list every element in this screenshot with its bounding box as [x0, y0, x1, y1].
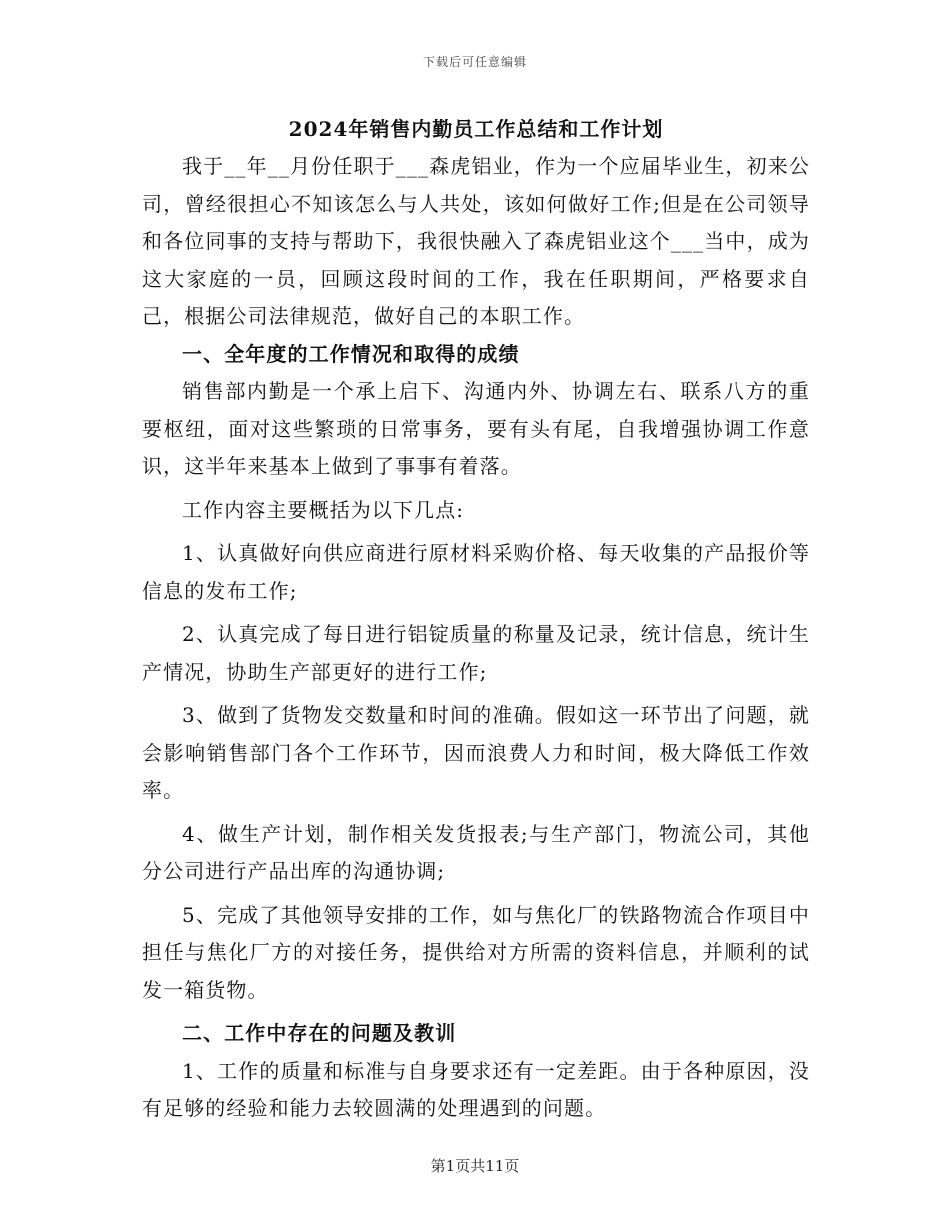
- header-note: 下载后可任意编辑: [422, 55, 527, 69]
- intro-paragraph: 我于__年__月份任职于___森虎铝业，作为一个应届毕业生，初来公司，曾经很担心不知该怎么与人共处，该如何做好工作;但是在公司领导和各位同事的支持与帮助下，我很快融入了森虎铝业这个___当中，成为这大家庭的一员，回顾这段时间的工作，我在任职期间，严格要求自己，根据公司法律规范，做好自己的本职工作。: [142, 154, 810, 328]
- list-item-3: 3、做到了货物发交数量和时间的准确。假如这一环节出了问题，就会影响销售部门各个工作环节，因而浪费人力和时间，极大降低工作效率。: [142, 703, 810, 802]
- section-heading-1: 一、全年度的工作情况和取得的成绩: [182, 341, 520, 366]
- paragraph-1: 销售部内勤是一个承上启下、沟通内外、协调左右、联系八方的重要枢纽，面对这些繁琐的日常事务，要有头有尾，自我增强协调工作意识，这半年来基本上做到了事事有着落。: [142, 379, 810, 478]
- list-item-5: 5、完成了其他领导安排的工作，如与焦化厂的铁路物流合作项目中担任与焦化厂方的对接任务，提供给对方所需的资料信息，并顺利的试发一箱货物。: [142, 902, 810, 1002]
- page-footer: 第1页共11页: [430, 1157, 520, 1175]
- list-item-2: 2、认真完成了每日进行铝锭质量的称量及记录，统计信息，统计生产情况，协助生产部更好的进行工作;: [142, 622, 810, 684]
- section-heading-2: 二、工作中存在的问题及教训: [182, 1021, 457, 1045]
- paragraph-3: 1、工作的质量和标准与自身要求还有一定差距。由于各种原因，没有足够的经验和能力去较圆满的处理遇到的问题。: [142, 1058, 810, 1120]
- paragraph-2: 工作内容主要概括为以下几点:: [182, 497, 465, 522]
- document-body: [142, 112, 810, 1128]
- document-title: 2024年销售内勤员工作总结和工作计划: [288, 117, 664, 141]
- list-item-4: 4、做生产计划，制作相关发货报表;与生产部门，物流公司，其他分公司进行产品出库的沟通协调;: [142, 821, 810, 883]
- list-item-1: 1、认真做好向供应商进行原材料采购价格、每天收集的产品报价等信息的发布工作;: [142, 541, 810, 603]
